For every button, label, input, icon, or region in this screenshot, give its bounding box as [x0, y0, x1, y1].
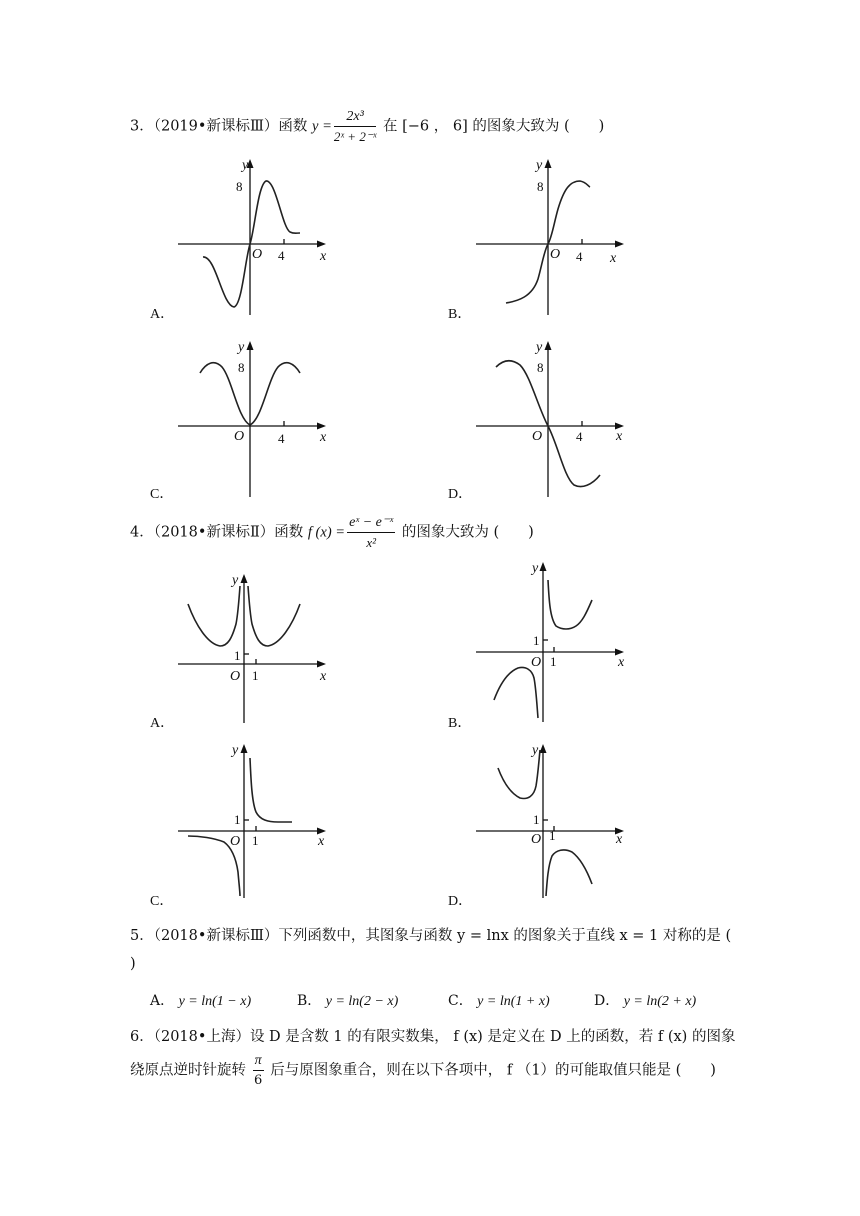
q4-text-suffix: 的图象大致为 ( ) — [397, 524, 534, 541]
q6-line2b: 后与原图象重合，则在以下各项中， f （1）的可能取值只能是 ( ) — [265, 1062, 716, 1079]
q6-stem-line1 — [130, 1025, 735, 1046]
q4-option-a-label: A． — [150, 716, 175, 731]
x-axis-label: x — [610, 251, 617, 266]
q6-fraction — [253, 1052, 264, 1089]
q3-frac-num: 2x³ — [334, 108, 376, 127]
origin-label: O — [234, 429, 245, 444]
y-tick-label: 8 — [236, 179, 243, 194]
y-axis-arrow-icon — [241, 744, 248, 753]
origin-label: O — [230, 834, 241, 849]
q4-number: 4． — [130, 524, 154, 541]
q3-text-suffix: 在 [−6 ， 6] 的图象大致为 ( ) — [378, 118, 605, 135]
q3-number: 3． — [130, 118, 154, 135]
q3-text-prefix: 函数 — [278, 118, 313, 135]
y-axis-arrow-icon — [241, 574, 248, 583]
q6-line1: 设 D 是含数 1 的有限实数集， f (x) 是定义在 D 上的函数，若 f (x) 的图象 — [249, 1029, 736, 1045]
x-axis-label: x — [618, 655, 625, 670]
y-tick-label: 1 — [533, 633, 540, 648]
q5-choice-d-expr: y = ln(2 + x) — [623, 994, 697, 1009]
origin-label: O — [532, 429, 543, 444]
x-axis-label: x — [616, 429, 623, 444]
x-axis-label: x — [318, 834, 325, 849]
q5-choice-a-expr: y = ln(1 − x) — [178, 994, 252, 1009]
q5-stem — [130, 924, 731, 945]
q4c-curve-right — [250, 758, 292, 822]
x-tick-label: 4 — [278, 248, 285, 263]
q5-source: （2018•新课标Ⅲ） — [153, 928, 279, 944]
q4-f-eq: f (x) = — [307, 524, 346, 541]
q4a-curve-left — [188, 586, 240, 646]
q4-stem — [130, 514, 534, 551]
q3-y-eq: y = — [312, 118, 332, 135]
y-axis-label: y — [532, 743, 539, 758]
q3-graph-b — [476, 155, 636, 315]
y-axis-label: y — [242, 158, 249, 173]
x-axis-arrow-icon — [317, 661, 326, 668]
q4-graph-a — [178, 568, 338, 728]
q4b-curve-right — [548, 580, 592, 629]
q5-choice-c-label: C． — [448, 993, 473, 1009]
y-tick-label: 1 — [234, 812, 241, 827]
x-axis-arrow-icon — [317, 423, 326, 430]
q3-option-a-label: A． — [150, 307, 175, 322]
q6-line2a: 绕原点逆时针旋转 — [130, 1062, 251, 1079]
y-axis-arrow-icon — [545, 341, 552, 350]
x-axis-label: x — [320, 249, 327, 264]
y-axis-arrow-icon — [247, 341, 254, 350]
x-tick-label: 1 — [252, 833, 259, 848]
y-axis-arrow-icon — [545, 159, 552, 168]
q4-option-c-label: C． — [150, 894, 174, 909]
q4-option-d-label: D． — [448, 894, 473, 909]
x-tick-label: 1 — [252, 668, 259, 683]
y-axis-label: y — [232, 743, 239, 758]
q4d-curve-right — [546, 850, 592, 896]
y-tick-label: 1 — [533, 812, 540, 827]
q5-choice-d-label: D． — [594, 993, 620, 1009]
origin-label: O — [550, 247, 561, 262]
q3-option-d-label: D． — [448, 487, 473, 502]
q3-graph-c — [178, 337, 338, 497]
x-tick-label: 1 — [550, 654, 557, 669]
q6-stem-line2 — [130, 1052, 716, 1089]
x-tick-label: 1 — [549, 828, 556, 843]
q3-option-b-label: B． — [448, 307, 472, 322]
x-axis-arrow-icon — [317, 241, 326, 248]
y-axis-label: y — [536, 158, 543, 173]
q5-stem-cont: ) — [130, 956, 136, 972]
q3-graph-d — [476, 337, 636, 497]
q5-text: 下列函数中，其图象与函数 y = lnx 的图象关于直线 x = 1 对称的是 ( — [278, 928, 732, 944]
q4-graph-b — [476, 556, 636, 726]
q5-choice-a — [150, 990, 251, 1010]
q5-choice-b-label: B． — [297, 993, 322, 1009]
q6-number: 6． — [130, 1029, 154, 1045]
origin-label: O — [230, 669, 241, 684]
q4-text-prefix: 函数 — [274, 524, 308, 541]
q4-frac-den: x² — [366, 535, 376, 550]
q5-number: 5． — [130, 928, 154, 944]
y-axis-label: y — [232, 573, 239, 588]
q4-source: （2018•新课标Ⅱ） — [153, 524, 275, 541]
q5-choice-a-label: A． — [150, 993, 175, 1009]
q5-choice-b — [297, 990, 398, 1010]
x-axis-label: x — [320, 669, 327, 684]
x-axis-label: x — [616, 832, 623, 847]
q3-fraction — [334, 108, 376, 145]
q4-graph-c — [178, 738, 338, 900]
q4-graph-d — [476, 738, 636, 900]
y-axis-arrow-icon — [540, 562, 547, 571]
q4a-curve-right — [248, 586, 300, 646]
q6-frac-den: 6 — [253, 1073, 263, 1088]
x-tick-label: 4 — [576, 249, 583, 264]
q3-source: （2019•新课标Ⅲ） — [153, 118, 279, 135]
q4-option-b-label: B． — [448, 716, 472, 731]
q5-choice-b-expr: y = ln(2 − x) — [325, 994, 399, 1009]
x-axis-label: x — [320, 430, 327, 445]
q6-source: （2018•上海） — [153, 1029, 250, 1045]
q6-frac-num: π — [253, 1052, 264, 1071]
y-axis-label: y — [532, 561, 539, 576]
origin-label: O — [531, 655, 542, 670]
y-tick-label: 8 — [238, 360, 245, 375]
origin-label: O — [531, 832, 542, 847]
q4b-curve-left — [494, 667, 538, 718]
q4-frac-num: eˣ − e⁻ˣ — [347, 514, 395, 533]
y-axis-label: y — [238, 340, 245, 355]
q5-choice-c — [448, 990, 550, 1010]
q3-graph-a — [178, 155, 338, 315]
x-tick-label: 4 — [278, 431, 285, 446]
q3-stem — [130, 108, 604, 145]
x-tick-label: 4 — [576, 429, 583, 444]
q5-choice-c-expr: y = ln(1 + x) — [477, 994, 550, 1009]
q3-option-c-label: C． — [150, 487, 174, 502]
q4-fraction — [347, 514, 395, 551]
x-axis-arrow-icon — [615, 241, 624, 248]
y-tick-label: 8 — [537, 360, 544, 375]
y-tick-label: 1 — [234, 648, 241, 663]
origin-label: O — [252, 247, 263, 262]
q5-choice-d — [594, 990, 696, 1010]
y-tick-label: 8 — [537, 179, 544, 194]
y-axis-label: y — [536, 340, 543, 355]
q3-frac-den: 2ˣ + 2⁻ˣ — [333, 129, 377, 144]
